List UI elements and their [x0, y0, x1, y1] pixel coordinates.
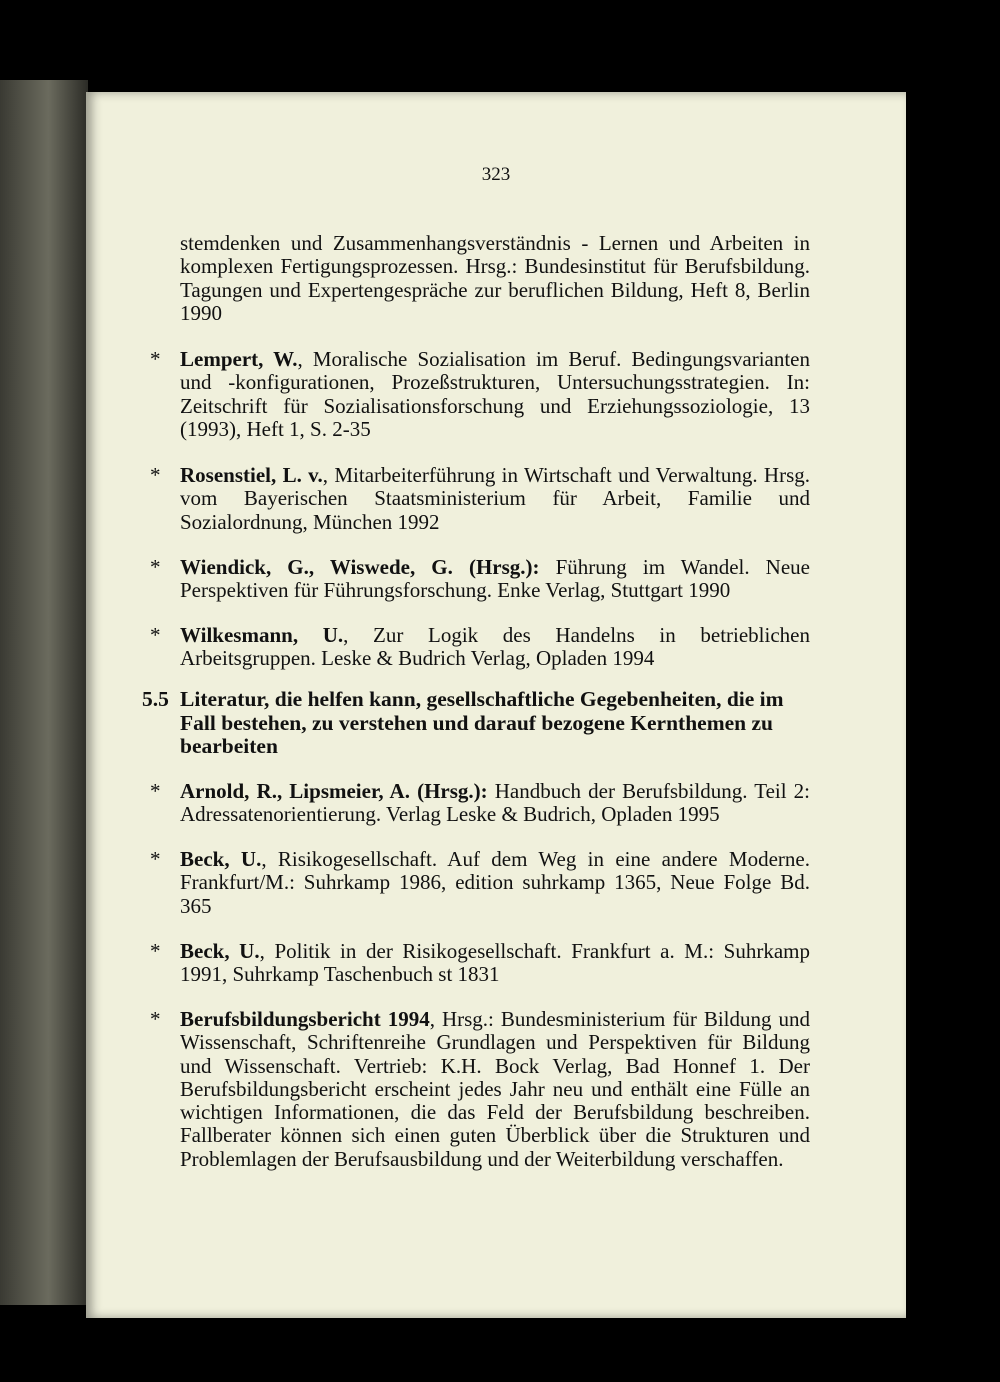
bullet-asterisk: * — [150, 347, 161, 371]
reference-text: , Zur Logik des Handelns in betrieblichen Arbeitsgruppen. Leske & Budrich Verlag, Opladen 1994 — [180, 623, 810, 671]
reference-entry — [150, 463, 811, 534]
reference-text: , Hrsg.: Bundesministerium für Bildung und Wissenschaft, Schriftenreihe Grundlagen und Perspektiven für Bildung und Wissenschaft. Vertrieb: K.H. Bock Verlag, Bad Honnef 1. Der Berufsbildungsbericht erscheint jedes Jahr neu und enthält eine Fülle an wichtigen Informationen, die das Feld der Berufsbildung beschreiben. Fallberater können sich einen guten Überblick über die Strukturen und Problemlagen der Berufsausbildung und der Weiterbildung verschaffen. — [180, 1007, 810, 1171]
section-title: Literatur, die helfen kann, gesellschaftliche Gegebenheiten, die im Fall bestehen, zu verstehen und darauf bezogene Kernthemen zu bearbeiten — [180, 687, 784, 758]
bullet-asterisk: * — [150, 939, 161, 963]
facing-page-edge — [0, 80, 88, 1305]
reference-continuation: stemdenken und Zusammenhangsverständnis - Lernen und Arbeiten in komplexen Fertigungsprozessen. Hrsg.: Bundesinstitut für Berufsbildung. Tagungen und Expertengespräche zur beruflichen Bildung, Heft 8, Berlin 1990 — [180, 231, 810, 325]
bullet-asterisk: * — [150, 555, 161, 579]
reference-text: , Politik in der Risikogesellschaft. Frankfurt a. M.: Suhrkamp 1991, Suhrkamp Taschenbuch st 1831 — [180, 939, 810, 987]
bullet-asterisk: * — [150, 847, 161, 871]
reference-author: Lempert, W. — [180, 347, 298, 371]
reference-author: Beck, U. — [180, 847, 262, 871]
reference-entry — [150, 623, 810, 671]
reference-author: Beck, U. — [180, 939, 260, 963]
reference-entry — [150, 779, 810, 827]
bullet-asterisk: * — [150, 1007, 161, 1031]
reference-entry — [150, 555, 810, 603]
reference-entry — [150, 1007, 810, 1171]
reference-author: Arnold, R., Lipsmeier, A. (Hrsg.): — [180, 779, 488, 803]
reference-text: Führung im Wandel. Neue Perspektiven für Führungsforschung. Enke Verlag, Stuttgart 1990 — [180, 555, 810, 603]
reference-entry — [150, 939, 810, 987]
reference-text: , Moralische Sozialisation im Beruf. Bedingungsvarianten und -konfigurationen, Prozeßstrukturen, Untersuchungsstrategien. In: Zeitschrift für Sozialisationsforschung und Erziehungssoziologie, 13 (1993), Heft 1, S. 2-35 — [180, 347, 811, 441]
section-heading — [142, 687, 810, 759]
reference-text: Handbuch der Berufsbildung. Teil 2: Adressatenorientierung. Verlag Leske & Budrich, Opladen 1995 — [180, 779, 810, 827]
reference-author: Wiendick, G., Wiswede, G. (Hrsg.): — [180, 555, 540, 579]
bullet-asterisk: * — [150, 623, 161, 647]
book-page — [86, 92, 906, 1318]
reference-text: , Risikogesellschaft. Auf dem Weg in eine andere Moderne. Frankfurt/M.: Suhrkamp 1986, edition suhrkamp 1365, Neue Folge Bd. 365 — [180, 847, 810, 918]
reference-entry — [150, 847, 810, 918]
reference-text: , Mitarbeiterführung in Wirtschaft und Verwaltung. Hrsg. vom Bayerischen Staatsministerium für Arbeit, Familie und Sozialordnung, München 1992 — [180, 463, 811, 534]
page-number: 323 — [481, 164, 511, 185]
bullet-asterisk: * — [150, 779, 161, 803]
section-number: 5.5 — [142, 687, 169, 711]
reference-author: Wilkesmann, U. — [180, 623, 344, 647]
reference-author: Rosenstiel, L. v. — [180, 463, 323, 487]
bullet-asterisk: * — [150, 463, 161, 487]
reference-entry — [150, 347, 811, 441]
reference-author: Berufsbildungsbericht 1994 — [180, 1007, 430, 1031]
